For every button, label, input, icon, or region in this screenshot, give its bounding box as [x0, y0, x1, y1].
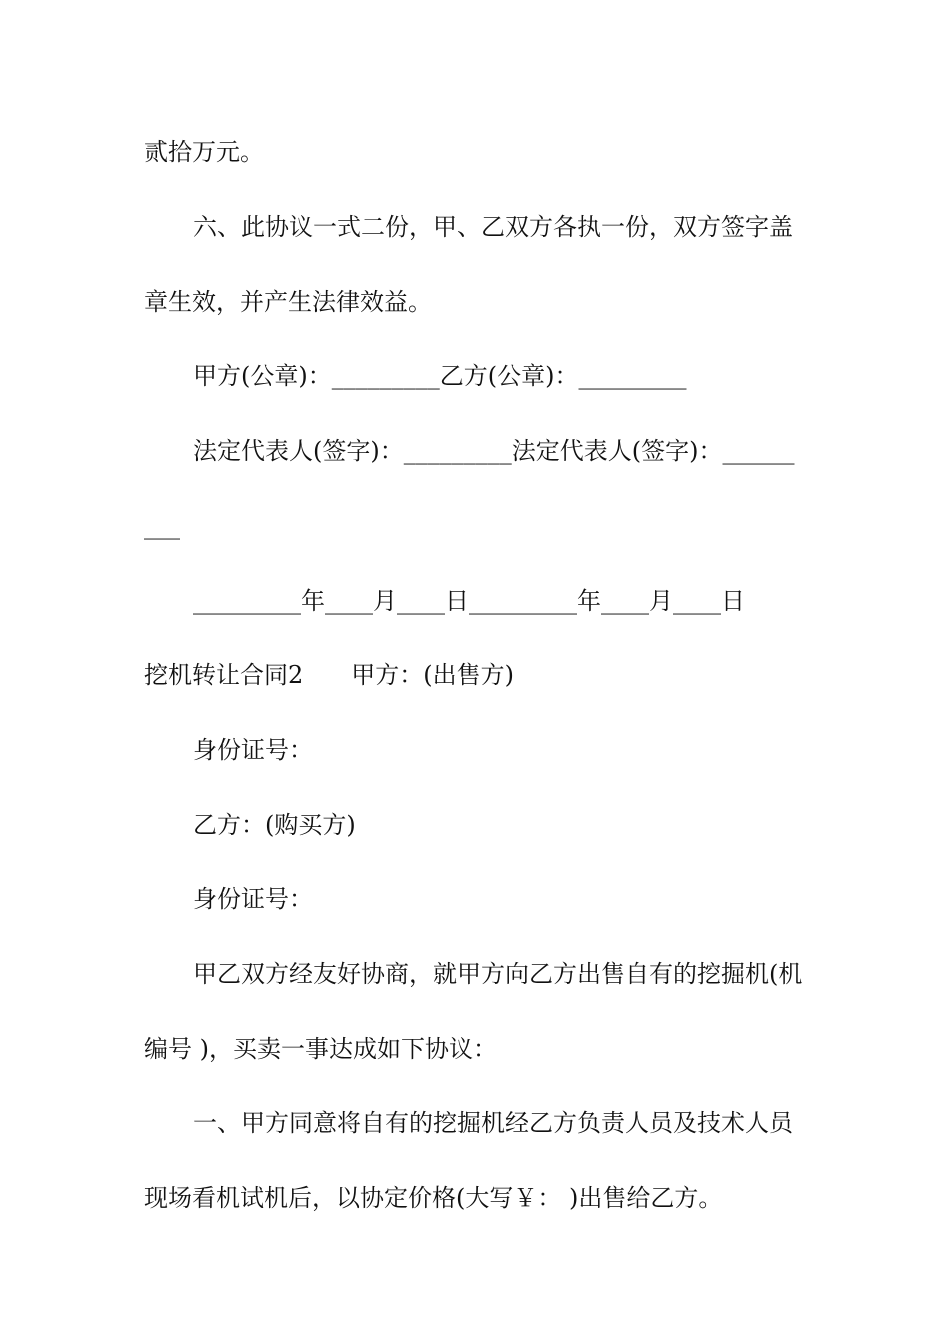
text-line-clause-six-cont: 章生效，并产生法律效益。: [144, 288, 432, 316]
text-line-party-a-id: 身份证号：: [193, 736, 313, 764]
text-line-seals: 甲方(公章)：_________乙方(公章)：_________: [193, 362, 687, 390]
text-line-clause-six: 六、此协议一式二份，甲、乙双方各执一份，双方签字盖: [193, 213, 793, 241]
text-line-clause-one-cont: 现场看机试机后，以协定价格(大写￥： )出售给乙方。: [144, 1184, 723, 1212]
text-line-contract-title: 挖机转让合同2 甲方：(出售方): [144, 661, 514, 689]
text-line-party-b-id: 身份证号：: [193, 885, 313, 913]
text-line-clause-one: 一、甲方同意将自有的挖掘机经乙方负责人员及技术人员: [193, 1109, 793, 1137]
text-line-dates: _________年____月____日_________年____月____日: [193, 587, 745, 615]
text-line-preamble-cont: 编号 )，买卖一事达成如下协议：: [144, 1035, 497, 1063]
text-line-preamble: 甲乙双方经友好协商，就甲方向乙方出售自有的挖掘机(机: [193, 960, 803, 988]
text-line-legal-representatives: 法定代表人(签字)：_________法定代表人(签字)：______: [193, 437, 795, 465]
text-line-party-b: 乙方：(购买方): [193, 811, 356, 839]
text-line-signature-blank-cont: ___: [144, 512, 180, 540]
text-line-amount-end: 贰拾万元。: [144, 138, 264, 166]
